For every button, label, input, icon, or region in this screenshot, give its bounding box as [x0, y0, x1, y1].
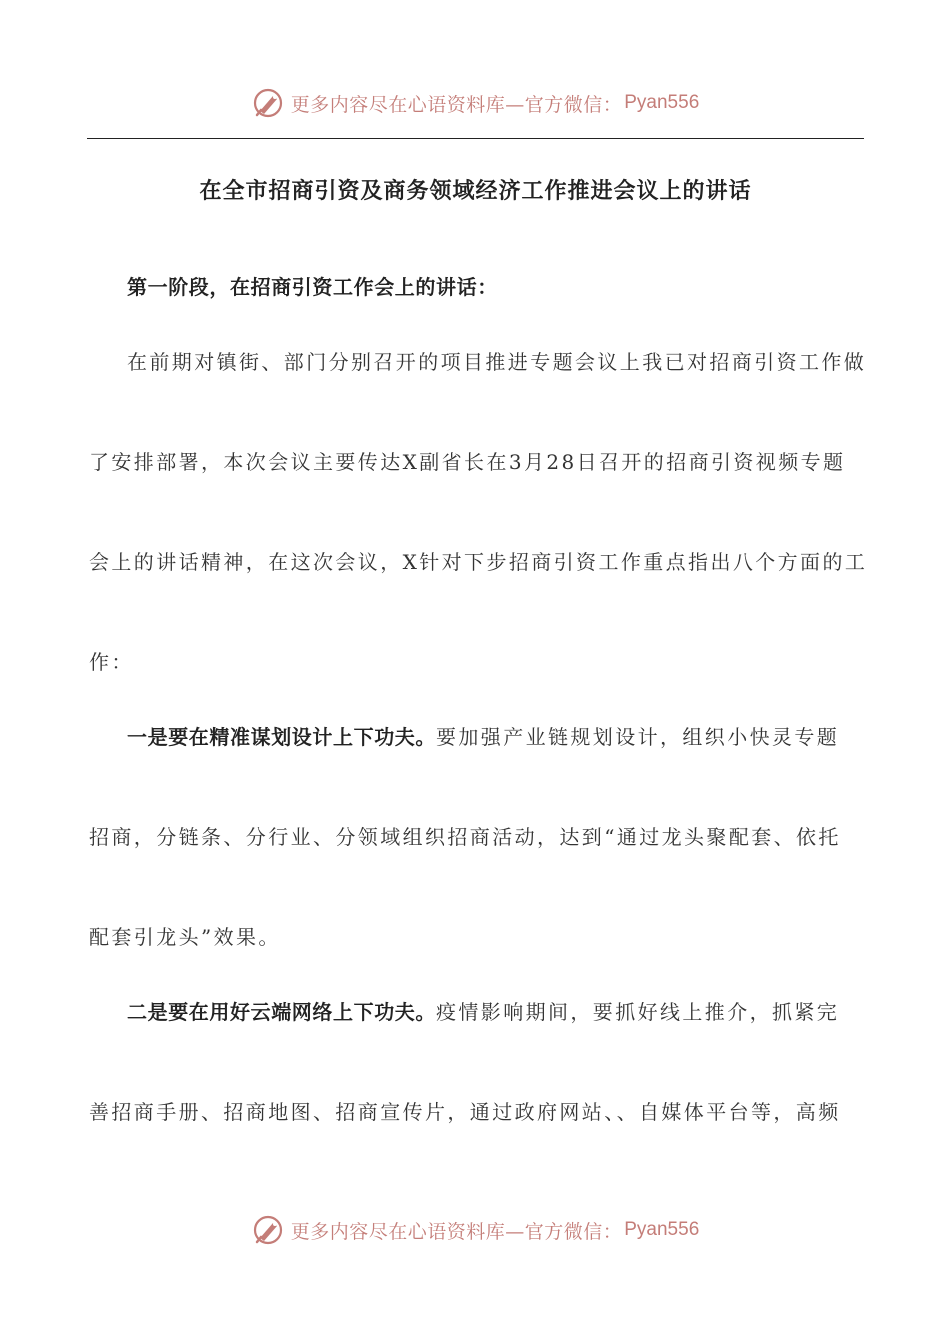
banner-text: 更多内容尽在心语资料库—官方微信：	[290, 1220, 623, 1243]
intro-line: 会上的讲话精神，在这次会议，X针对下步招商引资工作重点指出八个方面的工	[89, 550, 868, 574]
point-two-heading: 二是要在用好云端网络上下功夫。	[127, 1000, 436, 1024]
point-one-line: 配套引龙头”效果。	[89, 925, 281, 949]
point-one-text: 要加强产业链规划设计，组织小快灵专题	[436, 725, 840, 749]
point-two-text: 疫情影响期间，要抓好线上推介，抓紧完	[436, 1000, 840, 1024]
point-one-heading: 一是要在精准谋划设计上下功夫。	[127, 725, 436, 749]
wechat-id: Pyan556	[624, 92, 700, 113]
point-two-first-line	[89, 997, 864, 1027]
intro-line: 作：	[89, 650, 134, 674]
wechat-id: Pyan556	[624, 1219, 700, 1240]
pen-nib-logo-icon	[251, 86, 285, 120]
pen-nib-logo-icon	[251, 1213, 285, 1247]
footer-banner	[0, 1210, 950, 1250]
point-two-line: 善招商手册、招商地图、招商宣传片，通过政府网站、、自媒体平台等，高频	[89, 1100, 841, 1124]
section-heading	[89, 272, 864, 302]
document-title: 在全市招商引资及商务领域经济工作推进会议上的讲话	[199, 178, 752, 204]
intro-line: 了安排部署，本次会议主要传达X副省长在3月28日召开的招商引资视频专题	[89, 450, 846, 474]
section-heading-text: 第一阶段，在招商引资工作会上的讲话：	[127, 275, 498, 299]
banner-text: 更多内容尽在心语资料库—官方微信：	[290, 93, 623, 116]
header-banner	[0, 83, 950, 123]
intro-line: 在前期对镇街、部门分别召开的项目推进专题会议上我已对招商引资工作做	[127, 350, 867, 374]
point-one-first-line	[89, 722, 864, 752]
point-one-line: 招商，分链条、分行业、分领域组织招商活动，达到“通过龙头聚配套、依托	[89, 825, 841, 849]
header-divider	[87, 138, 864, 139]
